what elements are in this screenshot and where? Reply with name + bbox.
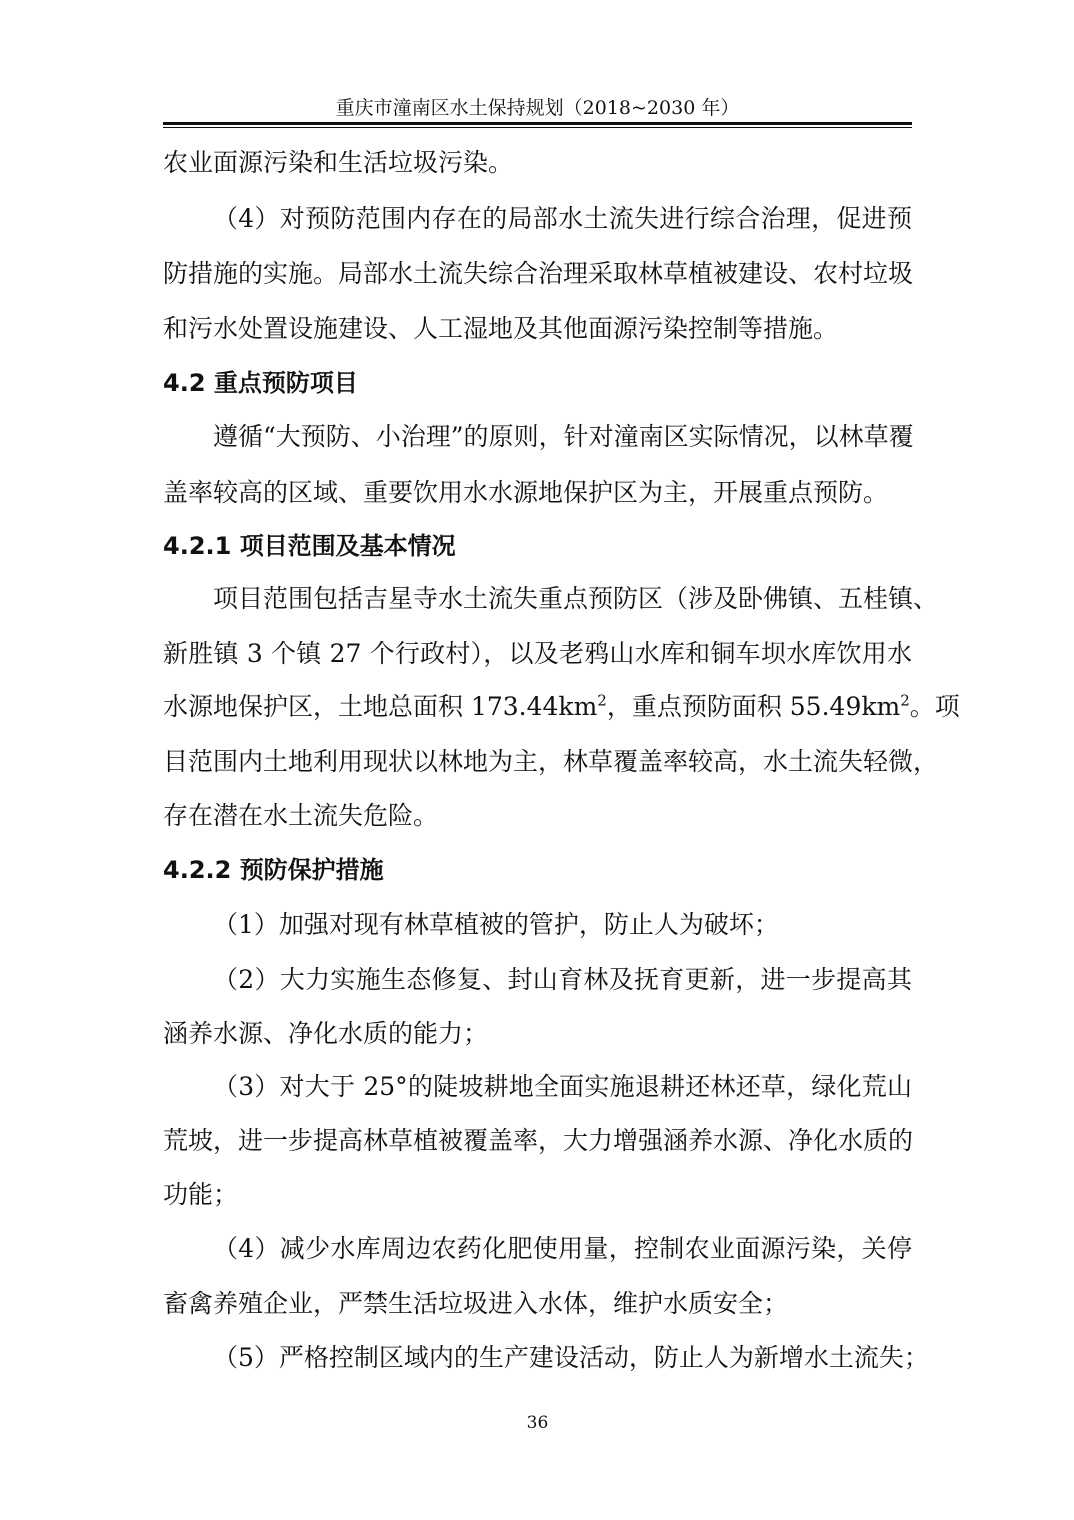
text-line: 盖率较高的区域、重要饮用水水源地保护区为主，开展重点预防。 — [163, 478, 889, 507]
text-line: 功能； — [163, 1180, 239, 1209]
subsection-heading: 4.2.1 项目范围及基本情况 — [163, 532, 456, 560]
superscript: 2 — [900, 691, 910, 710]
section-heading: 4.2 重点预防项目 — [163, 369, 358, 397]
header-rule-thick — [163, 122, 912, 125]
text-line: （2）大力实施生态修复、封山育林及抚育更新，进一步提高其 — [213, 965, 912, 994]
text-line: 畜禽养殖企业，严禁生活垃圾进入水体，维护水质安全； — [163, 1289, 789, 1318]
text-fragment: 。项 — [909, 692, 960, 721]
page-number: 36 — [526, 1413, 549, 1433]
text-line: （4）减少水库周边农药化肥使用量，控制农业面源污染，关停 — [213, 1234, 912, 1263]
subsection-heading: 4.2.2 预防保护措施 — [163, 856, 384, 884]
text-line: 和污水处置设施建设、人工湿地及其他面源污染控制等措施。 — [163, 314, 839, 343]
text-line: 农业面源污染和生活垃圾污染。 — [163, 148, 514, 177]
text-fragment: 水源地保护区，土地总面积 173.44km — [163, 692, 598, 721]
text-line: （3）对大于 25°的陡坡耕地全面实施退耕还林还草，绿化荒山 — [213, 1072, 912, 1101]
text-line: 存在潜在水土流失危险。 — [163, 801, 439, 830]
text-line: （1）加强对现有林草植被的管护，防止人为破坏； — [213, 910, 779, 939]
text-line-with-superscripts — [163, 691, 960, 722]
text-line: 新胜镇 3 个镇 27 个行政村），以及老鸦山水库和铜车坝水库饮用水 — [163, 639, 912, 668]
header-rule-thin — [163, 127, 912, 128]
text-line: 涵养水源、净化水质的能力； — [163, 1019, 489, 1048]
page-header: 重庆市潼南区水土保持规划（2018~2030 年） — [335, 97, 740, 119]
text-fragment: ，重点预防面积 55.49km — [606, 692, 901, 721]
text-line: 目范围内土地利用现状以林地为主，林草覆盖率较高，水土流失轻微， — [163, 747, 939, 776]
text-line: 遵循“大预防、小治理”的原则，针对潼南区实际情况，以林草覆 — [213, 422, 914, 451]
text-line: 荒坡，进一步提高林草植被覆盖率，大力增强涵养水源、净化水质的 — [163, 1126, 914, 1155]
text-line: 项目范围包括吉星寺水土流失重点预防区（涉及卧佛镇、五桂镇、 — [213, 584, 939, 613]
text-line: （5）严格控制区域内的生产建设活动，防止人为新增水土流失； — [213, 1343, 929, 1372]
text-line: （4）对预防范围内存在的局部水土流失进行综合治理，促进预 — [213, 204, 912, 233]
text-line: 防措施的实施。局部水土流失综合治理采取林草植被建设、农村垃圾 — [163, 259, 914, 288]
superscript: 2 — [597, 691, 607, 710]
